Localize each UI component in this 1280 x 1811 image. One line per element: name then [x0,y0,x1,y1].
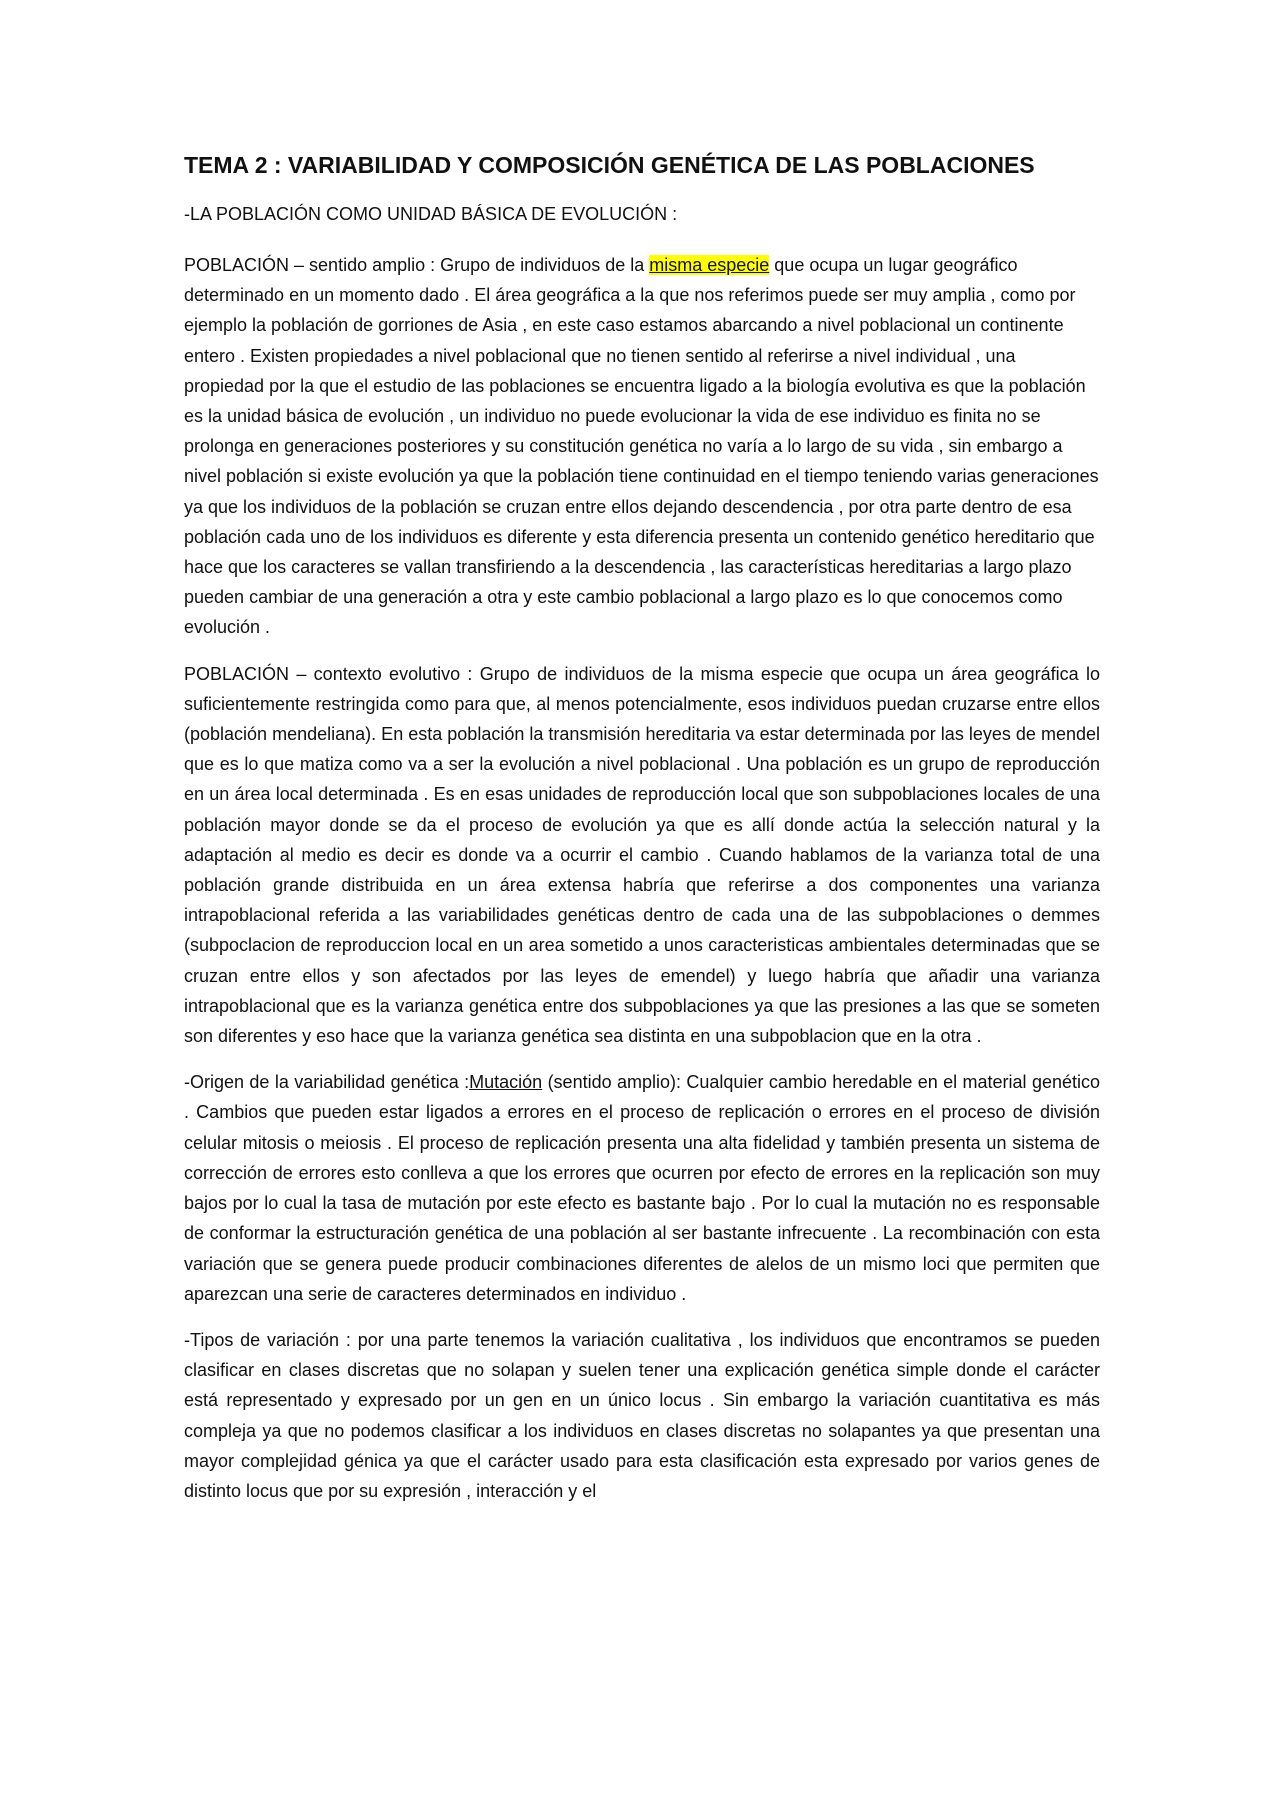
paragraph-text: -Origen de la variabilidad genética : [184,1072,470,1093]
paragraph-text: que ocupa un lugar geográfico determinado en un momento dado . El área geográfica a la que nos referimos puede ser muy amplia , como por ejemplo la población de gorriones de Asia , en este caso estamos abarcando a nivel poblacional un continente entero . Existen propiedades a nivel poblacional que no tienen sentido al referirse a nivel individual , una propiedad por la que el estudio de las poblaciones se encuentra ligado a la biología evolutiva es que la población es la unidad básica de evolución , un individuo no puede evolucionar la vida de ese individuo es finita no se prolonga en generaciones posteriores y su constitución genética no varía a lo largo de su vida , sin embargo a nivel población si existe evolución ya que la población tiene continuidad en el tiempo teniendo varias generaciones ya que los individuos de la población se cruzan entre ellos dejando descendencia , por otra parte dentro de esa población cada uno de los individuos es diferente y esta diferencia presenta un contenido genético hereditario que hace que los caracteres se vallan transfiriendo a la descendencia , las características hereditarias a largo plazo pueden cambiar de una generación a otra y este cambio poblacional a largo plazo es lo que conocemos como evolución . [184,255,1099,638]
document-title: TEMA 2 : VARIABILIDAD Y COMPOSICIÓN GENÉTICA DE LAS POBLACIONES [184,152,1035,178]
paragraph-text: (sentido amplio): Cualquier cambio heredable en el material genético . Cambios que pueden estar ligados a errores en el proceso de replicación o errores en el proceso de división celular mitosis o meiosis . El proceso de replicación presenta una alta fidelidad y también presenta un sistema de corrección de errores esto conlleva a que los errores que ocurren por efecto de errores en la replicación son muy bajos por lo cual la tasa de mutación por este efecto es bastante bajo . Por lo cual la mutación no es responsable de conformar la estructuración genética de una población al ser bastante infrecuente . La recombinación con esta variación que se genera puede producir combinaciones diferentes de alelos de un mismo loci que permiten que aparezcan una serie de caracteres determinados en individuo . [184,1072,1100,1304]
section-heading: -LA POBLACIÓN COMO UNIDAD BÁSICA DE EVOLUCIÓN : [184,204,678,224]
paragraph-poblacion-contexto-evolutivo: POBLACIÓN – contexto evolutivo : Grupo de individuos de la misma especie que ocupa un área geográfica lo suficientemente restringida como para que, al menos potencialmente, esos individuos puedan cruzarse entre ellos (población mendeliana). En esta población la transmisión hereditaria va estar determinada por las leyes de mendel que es lo que matiza como va a ser la evolución a nivel poblacional . Una población es un grupo de reproducción en un área local determinada . Es en esas unidades de reproducción local que son subpoblaciones locales de una población mayor donde se da el proceso de evolución ya que es allí donde actúa la selección natural y la adaptación al medio es decir es donde va a ocurrir el cambio . Cuando hablamos de la varianza total de una población grande distribuida en un área extensa habría que referirse a dos componentes una varianza intrapoblacional referida a las variabilidades genéticas dentro de cada una de las subpoblaciones o demmes (subpoclacion de reproduccion local en un area sometido a unos caracteristicas ambientales determinadas que se cruzan entre ellos y son afectados por las leyes de emendel) y luego habría que añadir una varianza intrapoblacional que es la varianza genética entre dos subpoblaciones ya que las presiones a las que se someten son diferentes y eso hace que la varianza genética sea distinta en una subpoblacion que en la otra . [184,663,1100,1047]
highlighted-term: misma especie [649,255,770,275]
paragraph-poblacion-sentido-amplio [184,250,1100,643]
paragraph-text: POBLACIÓN – sentido amplio : Grupo de individuos de la [184,255,650,275]
document-page [184,150,1100,1522]
paragraph-origen-variabilidad [184,1067,1100,1309]
paragraph-tipos-variacion: -Tipos de variación : por una parte tenemos la variación cualitativa , los individuos que encontramos se pueden clasificar en clases discretas que no solapan y suelen tener una explicación genética simple donde el carácter está representado y expresado por un gen en un único locus . Sin embargo la variación cuantitativa es más compleja ya que no podemos clasificar a los individuos en clases discretas no solapantes ya que presentan una mayor complejidad génica ya que el carácter usado para esta clasificación esta expresado por varios genes de distinto locus que por su expresión , interacción y el [184,1329,1100,1501]
underlined-term: Mutación [469,1072,543,1093]
